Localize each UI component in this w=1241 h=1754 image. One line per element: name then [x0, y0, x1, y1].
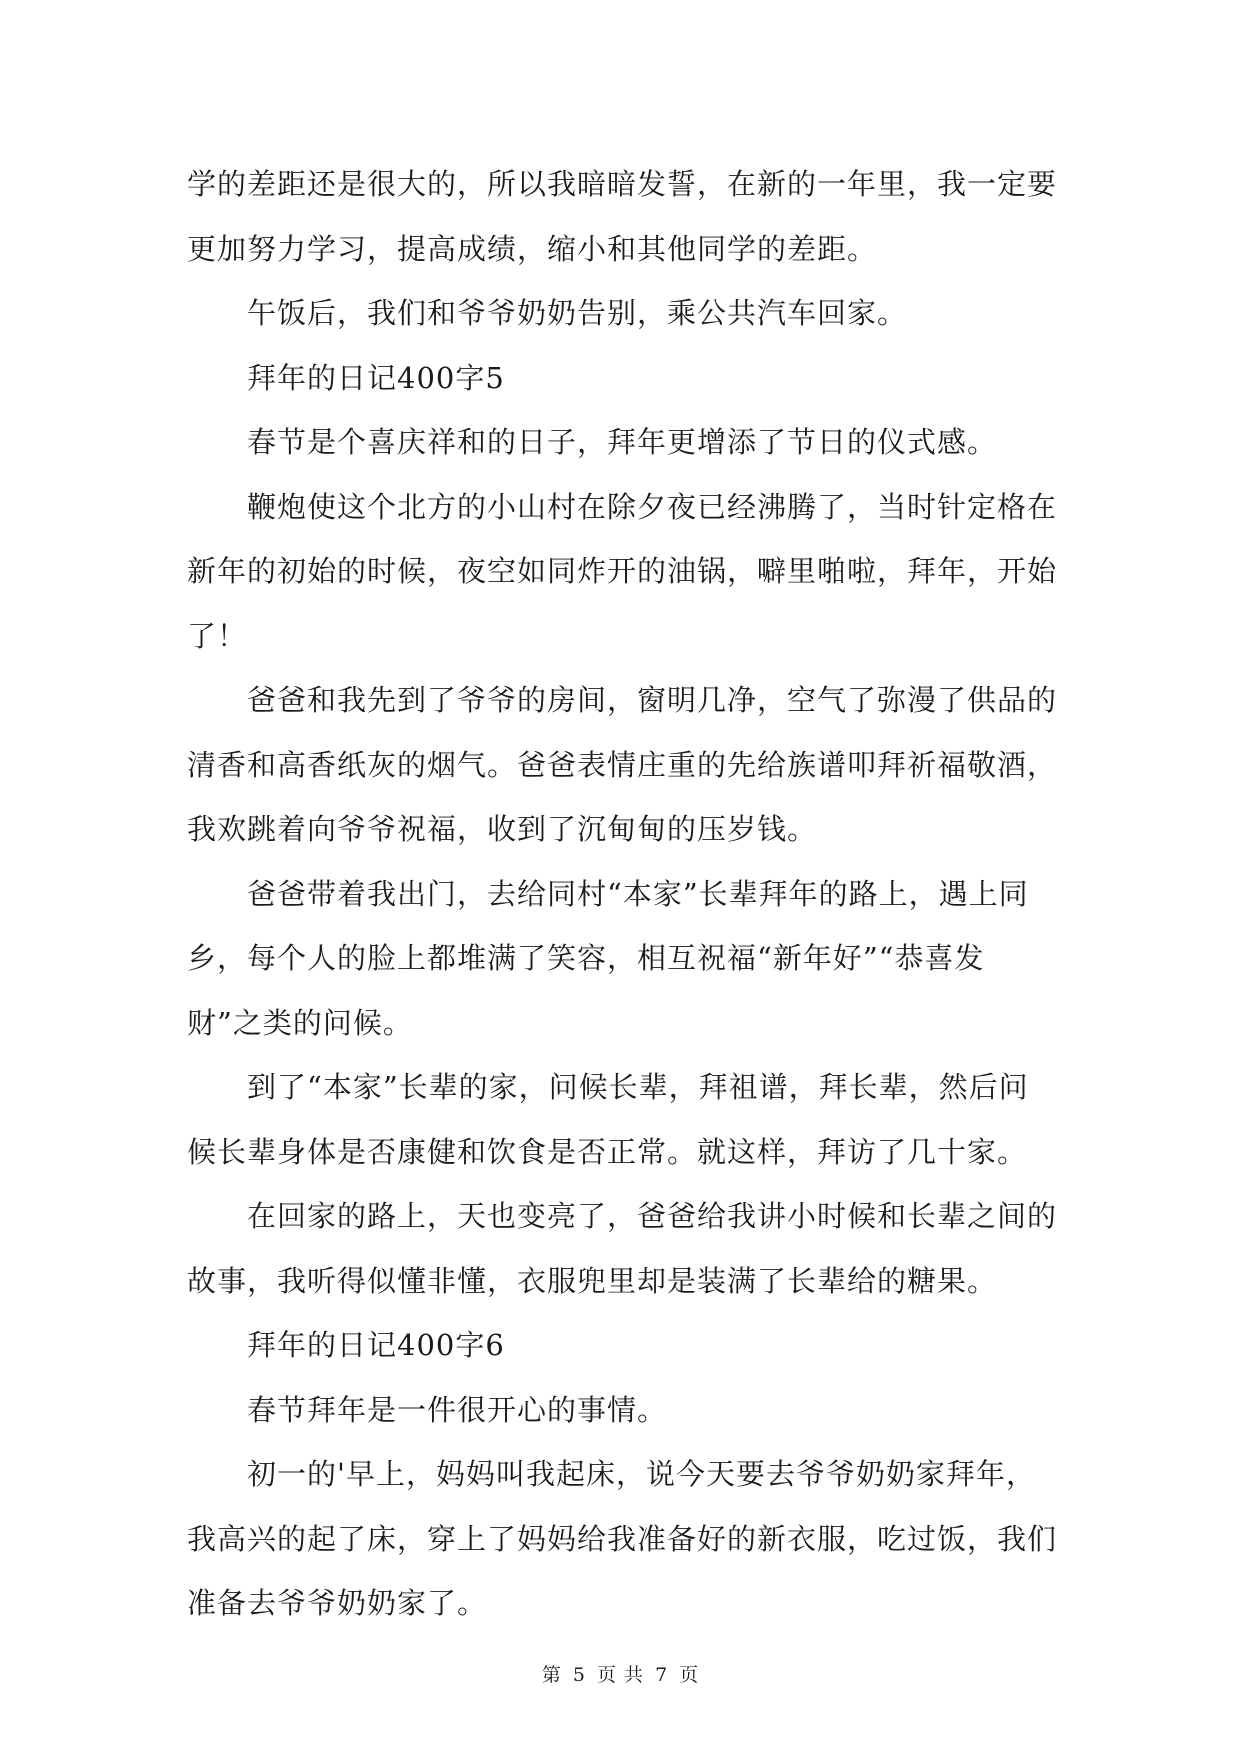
paragraph-10: 初一的'早上，妈妈叫我起床，说今天要去爷爷奶奶家拜年，我高兴的起了床，穿上了妈妈给我准备好的新衣服，吃过饭，我们准备去爷爷奶奶家了。: [187, 1457, 1058, 1620]
footer-suffix: 页: [679, 1664, 700, 1686]
paragraph-6: 爸爸带着我出门，去给同村“本家”长辈拜年的路上，遇上同乡，每个人的脸上都堆满了笑容，相互祝福“新年好”“恭喜发财”之类的问候。: [187, 876, 1029, 1040]
section-heading-6: 拜年的日记400字6: [247, 1328, 505, 1362]
document-body: [187, 152, 1057, 1636]
page-footer: [0, 1660, 1241, 1687]
current-page-number: 5: [572, 1664, 586, 1686]
paragraph-4: 鞭炮使这个北方的小山村在除夕夜已经沸腾了，当时针定格在新年的初始的时候，夜空如同炸开的油锅，噼里啪啦，拜年，开始了！: [187, 489, 1058, 653]
paragraph-2: 午饭后，我们和爷爷奶奶告别，乘公共汽车回家。: [247, 296, 908, 330]
paragraph-5: 爸爸和我先到了爷爷的房间，窗明几净，空气了弥漫了供品的清香和高香纸灰的烟气。爸爸表情庄重的先给族谱叩拜祈福敬酒，我欢跳着向爷爷祝福，收到了沉甸甸的压岁钱。: [187, 683, 1058, 846]
paragraph-7: 到了“本家”长辈的家，问候长辈，拜祖谱，拜长辈，然后问候长辈身体是否康健和饮食是否正常。就这样，拜访了几十家。: [187, 1070, 1029, 1169]
paragraph-9: 春节拜年是一件很开心的事情。: [247, 1392, 668, 1427]
paragraph-1: 学的差距还是很大的，所以我暗暗发誓，在新的一年里，我一定要更加努力学习，提高成绩，缩小和其他同学的差距。: [187, 167, 1058, 266]
footer-middle: 页 共: [596, 1664, 645, 1686]
paragraph-3: 春节是个喜庆祥和的日子，拜年更增添了节日的仪式感。: [247, 425, 998, 459]
total-page-count: 7: [655, 1664, 669, 1686]
footer-prefix: 第: [541, 1664, 562, 1686]
paragraph-8: 在回家的路上，天也变亮了，爸爸给我讲小时候和长辈之间的故事，我听得似懂非懂，衣服兜里却是装满了长辈给的糖果。: [187, 1199, 1058, 1298]
section-heading-5: 拜年的日记400字5: [247, 360, 505, 395]
